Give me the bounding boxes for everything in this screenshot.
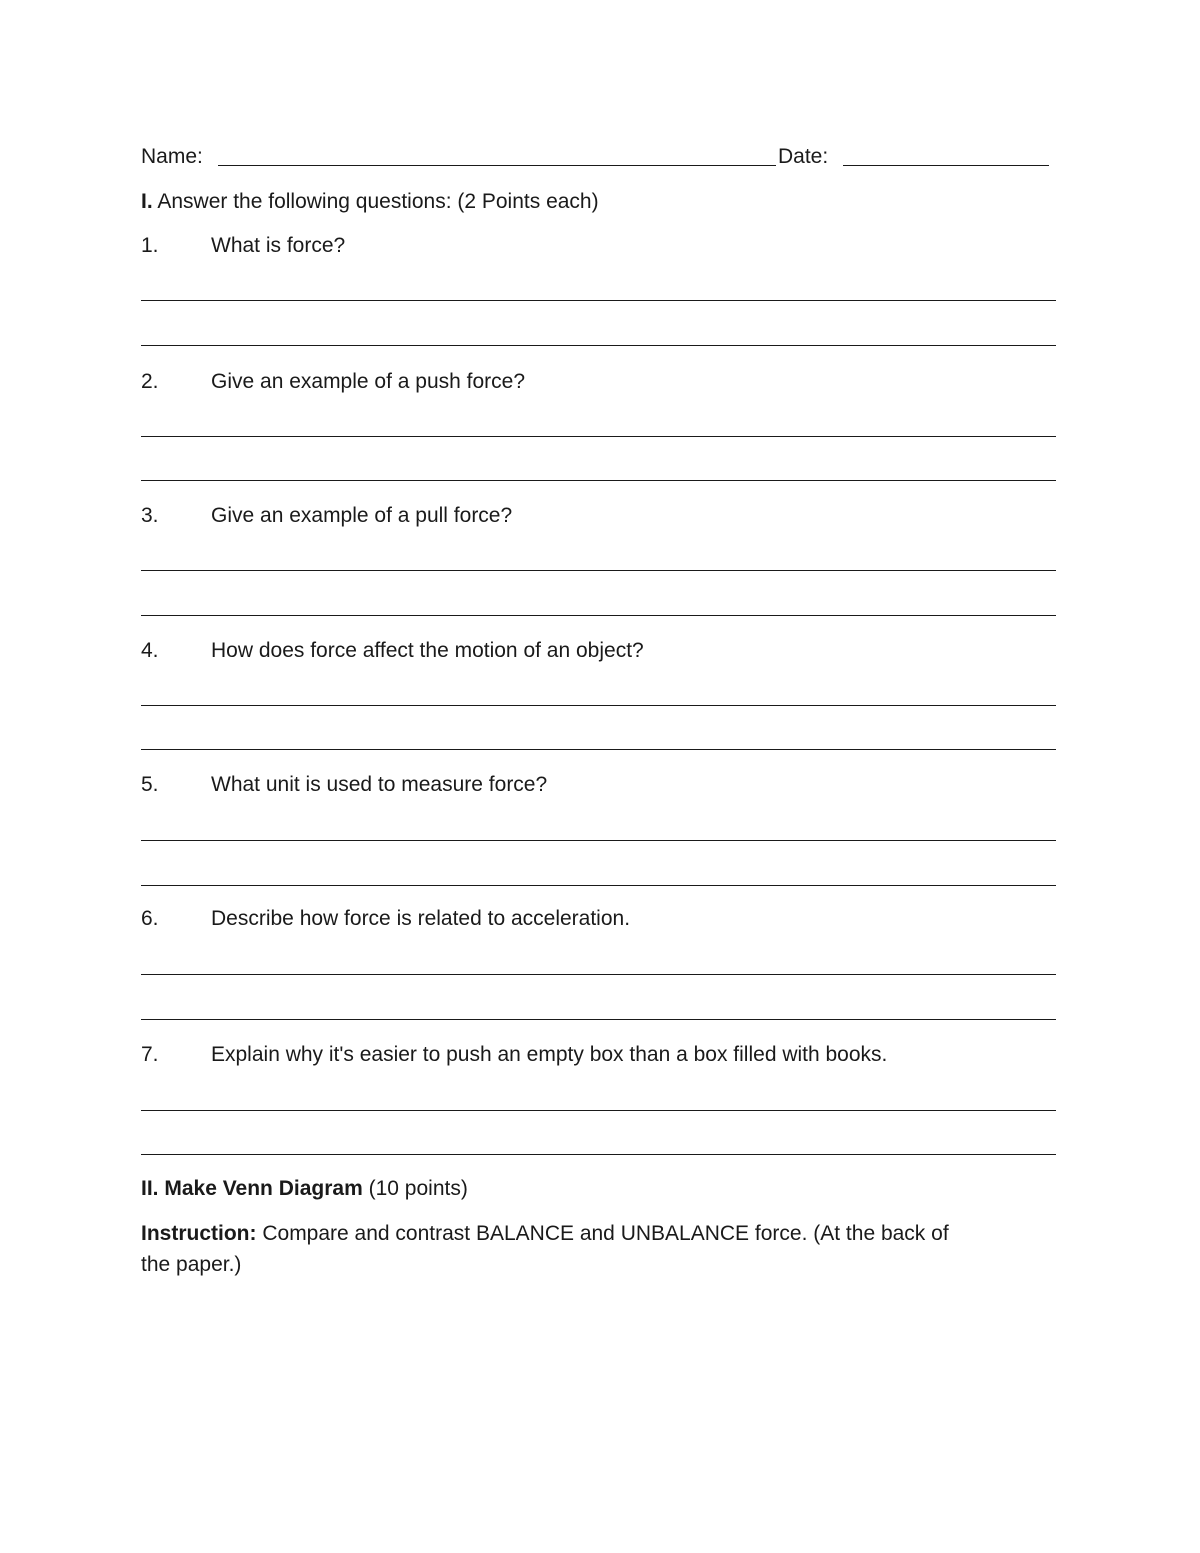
answer-line[interactable] [141,885,1056,886]
answer-line[interactable] [141,1110,1056,1111]
section-1-heading [141,191,599,212]
answer-line[interactable] [141,480,1056,481]
question-text: How does force affect the motion of an object? [211,639,644,662]
answer-line[interactable] [141,840,1056,841]
question-text: Give an example of a push force? [211,370,526,393]
question-text: Give an example of a pull force? [211,504,513,527]
answer-line[interactable] [141,705,1056,706]
question-text: What is force? [211,234,346,257]
question-number: 3. [141,504,159,527]
question-number: 4. [141,639,159,662]
name-answer-line[interactable] [218,165,776,166]
question-number: 7. [141,1043,159,1066]
question-number: 6. [141,907,159,930]
answer-line[interactable] [141,615,1056,616]
instruction-label: Instruction: [141,1222,257,1245]
answer-line[interactable] [141,974,1056,975]
question-number: 5. [141,773,159,796]
question-number: 1. [141,234,159,257]
answer-line[interactable] [141,1154,1056,1155]
section-1-instruction: Answer the following questions: (2 Points each) [157,190,599,213]
question-text: Explain why it's easier to push an empty box than a box filled with books. [211,1043,888,1066]
instruction-text: Compare and contrast BALANCE and UNBALANCE force. (At the back of [262,1222,949,1245]
section-2-points: (10 points) [368,1177,468,1200]
section-1-numeral: I. [141,190,153,213]
section-2-heading [141,1178,468,1199]
section-2-title: II. Make Venn Diagram [141,1177,363,1200]
answer-line[interactable] [141,436,1056,437]
answer-line[interactable] [141,1019,1056,1020]
question-text: What unit is used to measure force? [211,773,548,796]
question-number: 2. [141,370,159,393]
answer-line[interactable] [141,570,1056,571]
answer-line[interactable] [141,345,1056,346]
date-answer-line[interactable] [843,165,1049,166]
answer-line[interactable] [141,749,1056,750]
instruction-text-continued: the paper.) [141,1253,242,1276]
question-text: Describe how force is related to acceleration. [211,907,631,930]
section-2-instruction [141,1223,949,1244]
name-label: Name: [141,145,203,168]
answer-line[interactable] [141,300,1056,301]
date-label: Date: [778,145,829,168]
